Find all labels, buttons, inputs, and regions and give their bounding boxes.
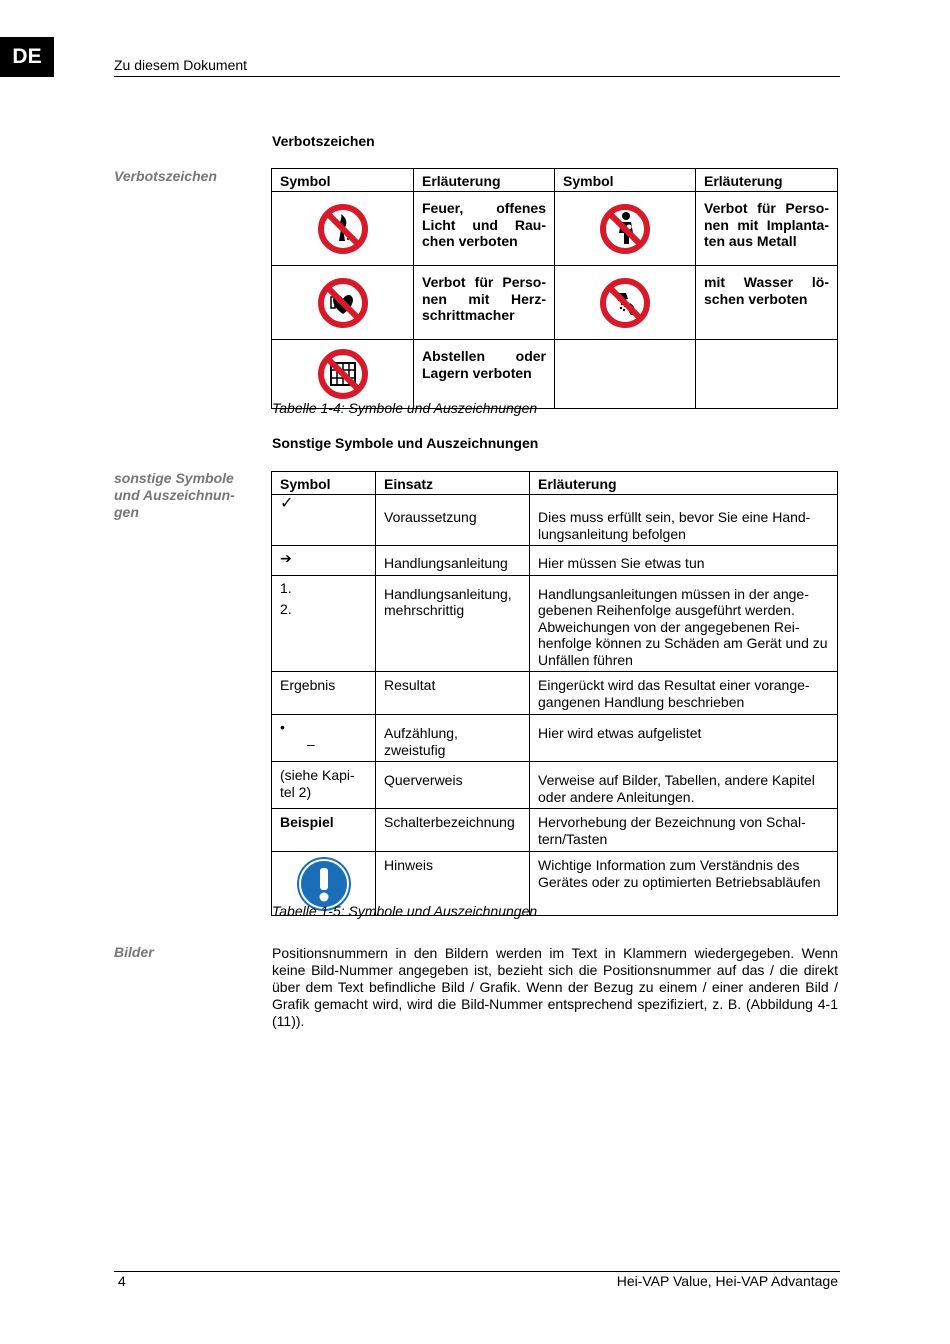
header-title: Zu diesem Dokument [114,57,248,73]
symbol-cell: Beispiel [272,809,376,852]
table-caption-1-5: Tabelle 1-5: Symbole und Auszeichnungen [272,903,538,919]
einsatz-cell: Aufzählung, zweistufig [376,715,530,762]
explanation-cell: mit Wasser lö-schen verboten [696,266,838,340]
no-storage-icon [317,348,369,400]
einsatz-cell: Handlungsanleitung [376,546,530,576]
step-number: 2. [280,601,292,617]
check-icon: ✓ [272,495,376,546]
column-header: Einsatz [376,472,530,495]
explanation-cell: Verbot für Perso-nen mit Herz-schrittmacher [414,266,555,340]
explanation-cell: Dies muss erfüllt sein, bevor Sie eine Hand-lungsanleitung befolgen [530,495,838,546]
explanation-cell: Abstellen oder Lagern verboten [414,340,555,409]
symbol-cell: (siehe Kapi-tel 2) [272,762,376,809]
symbol-cell [272,340,414,409]
explanation-cell: Wichtige Information zum Verständnis des Gerätes oder zu optimierten Betriebsabläufen [530,852,838,916]
section-heading-verbotszeichen: Verbotszeichen [272,133,375,149]
sidebar-label-sonstige: sonstige Symbole und Auszeichnun-gen [114,470,235,520]
footer-product: Hei-VAP Value, Hei-VAP Advantage [616,1273,838,1289]
table-row [272,546,838,576]
dash-icon: – [307,735,315,752]
sidebar-label-verbotszeichen: Verbotszeichen [114,168,217,184]
header-rule [114,76,840,77]
table-header-row [272,472,838,495]
einsatz-cell: Schalterbezeichnung [376,809,530,852]
explanation-cell: Hervorhebung der Bezeichnung von Schal-tern/Tasten [530,809,838,852]
table-row [272,192,838,266]
einsatz-cell: Voraussetzung [376,495,530,546]
table-row [272,715,838,762]
bullet-icon: • [280,719,285,735]
no-pacemaker-icon [317,277,369,329]
empty-cell [696,340,838,409]
explanation-cell: Handlungsanleitungen müssen in der ange-gebenen Reihenfolge ausgeführt werden. Abweichungen von der angegebenen Rei-henfolge können zu Schäden am Gerät und zu Unfällen führen [530,575,838,672]
other-symbols-table [271,471,838,916]
explanation-cell: Feuer, offenes Licht und Rau-chen verboten [414,192,555,266]
table-row [272,672,838,715]
table-row [272,340,838,409]
sidebar-label-bilder: Bilder [114,944,154,960]
explanation-cell: Hier wird etwas aufgelistet [530,715,838,762]
symbol-cell [272,715,376,762]
table-row [272,762,838,809]
no-metal-implants-icon [599,203,651,255]
explanation-cell: Verbot für Perso-nen mit Implanta-ten aus Metall [696,192,838,266]
einsatz-cell: Handlungsanleitung, mehrschrittig [376,575,530,672]
column-header: Erläuterung [414,169,555,192]
symbol-cell [272,575,376,672]
einsatz-cell: Hinweis [376,852,530,916]
explanation-cell: Hier müssen Sie etwas tun [530,546,838,576]
column-header: Erläuterung [530,472,838,495]
language-badge: DE [0,37,54,77]
arrow-right-icon: ➔ [272,546,376,576]
table-caption-1-4: Tabelle 1-4: Symbole und Auszeichnungen [272,400,538,416]
section-heading-sonstige: Sonstige Symbole und Auszeichnungen [272,435,539,451]
explanation-cell: Verweise auf Bilder, Tabellen, andere Kapitel oder andere Anleitungen. [530,762,838,809]
no-water-extinguishing-icon [599,277,651,329]
table-row [272,266,838,340]
table-row [272,575,838,672]
column-header: Symbol [555,169,696,192]
column-header: Erläuterung [696,169,838,192]
page-number: 4 [118,1273,126,1289]
step-number: 1. [280,579,292,596]
symbol-cell [555,266,696,340]
column-header: Symbol [272,169,414,192]
prohibition-signs-table [271,168,838,409]
einsatz-cell: Querverweis [376,762,530,809]
table-row [272,809,838,852]
footer-rule [114,1271,840,1272]
empty-cell [555,340,696,409]
table-row [272,495,838,546]
explanation-cell: Eingerückt wird das Resultat einer vorange-gangenen Handlung beschrieben [530,672,838,715]
symbol-cell [272,192,414,266]
symbol-cell [555,192,696,266]
symbol-cell [272,266,414,340]
table-header-row [272,169,838,192]
column-header: Symbol [272,472,376,495]
no-open-flame-icon [317,203,369,255]
body-paragraph: Positionsnummern in den Bildern werden im Text in Klammern wiedergegeben. Wenn keine Bild-Nummer angegeben ist, bezieht sich die Positionsnummer auf das / die direkt über dem Text befindliche Bild / Grafik. Wenn der Bezug zu einem / einer anderen Bild / Grafik gemacht wird, wird die Bild-Nummer entsprechend spezifiziert, z. B. (Abbildung 4-1 (11)). [272,945,838,1029]
symbol-cell: Ergebnis [272,672,376,715]
einsatz-cell: Resultat [376,672,530,715]
